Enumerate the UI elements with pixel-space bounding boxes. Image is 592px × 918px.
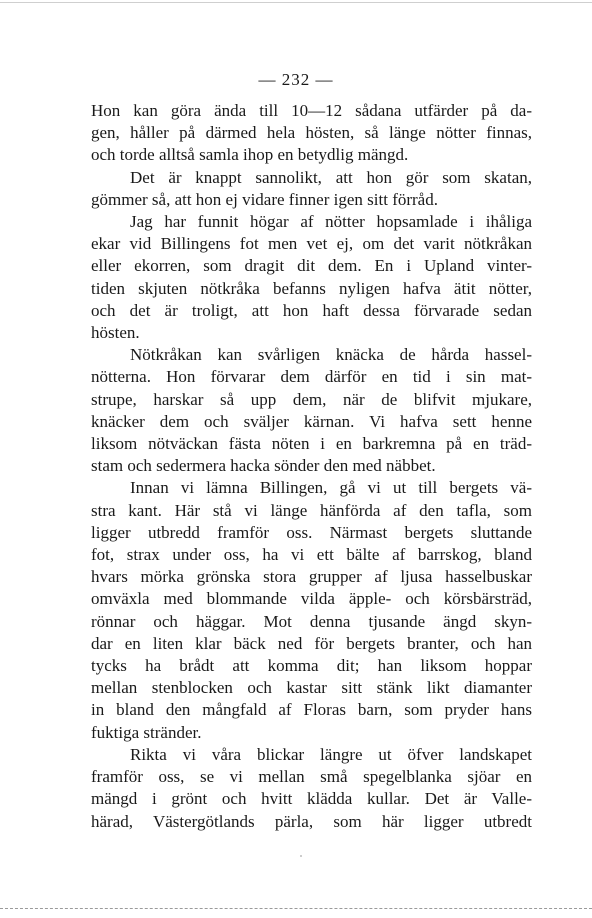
body-text (91, 100, 532, 833)
text-line: ekar vid Billingens fot men vet ej, om det varit nötkråkan (91, 234, 532, 254)
text-line: nötterna. Hon förvarar dem därför en tid i sin mat- (91, 367, 532, 387)
text-line: härad, Västergötlands pärla, som här ligger utbredt (91, 811, 532, 831)
text-line: eller ekorren, som dragit dit dem. En i Upland vinter- (91, 256, 532, 276)
paper-speck (300, 855, 302, 857)
text-line: och det är troligt, att hon haft dessa förvarade sedan (91, 300, 532, 320)
page-number: — 232 — (258, 70, 334, 89)
text-line: in bland den mångfald af Floras barn, som pryder hans (91, 700, 532, 720)
text-line: mängd i grönt och hvitt klädda kullar. Det är Valle- (91, 789, 532, 809)
text-line: stam och sedermera hacka sönder den med näbbet. (91, 456, 436, 476)
text-line: framför oss, se vi mellan små spegelblanka sjöar en (91, 767, 532, 787)
bottom-edge-rule (0, 908, 592, 910)
text-line: liksom nötväckan fästa nöten i en barkremna på en träd- (91, 434, 532, 454)
text-line: tycks ha brådt att komma dit; han liksom hoppar (91, 656, 532, 676)
text-line: Nötkråkan kan svårligen knäcka de hårda hassel- (130, 345, 532, 365)
text-line: strupe, harskar så upp dem, när de blifvit mjukare, (91, 389, 532, 409)
text-line: och torde alltså samla ihop en betydlig mängd. (91, 145, 409, 165)
top-edge-rule (0, 2, 592, 3)
text-line: fuktiga stränder. (91, 722, 202, 742)
text-line: Jag har funnit högar af nötter hopsamlade i ihåliga (130, 212, 532, 232)
text-line: stra kant. Här stå vi länge hänförda af den tafla, som (91, 500, 532, 520)
text-line: Innan vi lämna Billingen, gå vi ut till bergets vä- (130, 478, 532, 498)
text-line: hösten. (91, 323, 140, 343)
text-line: dar en liten klar bäck ned för bergets branter, och han (91, 633, 532, 653)
text-line: fot, strax under oss, ha vi ett bälte af barrskog, bland (91, 545, 532, 565)
text-line: Hon kan göra ända till 10—12 sådana utfärder på da- (91, 101, 532, 120)
text-line: mellan stenblocken och kastar sitt stänk likt diamanter (91, 678, 532, 698)
text-line: Rikta vi våra blickar längre ut öfver landskapet (130, 744, 532, 764)
text-line: knäcker dem och sväljer kärnan. Vi hafva sett henne (91, 411, 532, 431)
text-line: tiden skjuten nötkråka befanns nyligen hafva ätit nötter, (91, 278, 532, 298)
text-line: gömmer så, att hon ej vidare finner igen sitt förråd. (91, 189, 438, 209)
text-line: hvars mörka grönska stora grupper af ljusa hasselbuskar (91, 567, 532, 587)
text-line: ligger utbredd framför oss. Närmast bergets sluttande (91, 522, 532, 542)
text-line: Det är knappt sannolikt, att hon gör som skatan, (130, 167, 532, 187)
text-line: omväxla med blommande vilda äpple- och körsbärsträd, (91, 589, 532, 609)
text-line: rönnar och häggar. Mot denna tjusande ängd skyn- (91, 611, 532, 631)
text-line: gen, håller på därmed hela hösten, så länge nötter finnas, (91, 123, 532, 143)
